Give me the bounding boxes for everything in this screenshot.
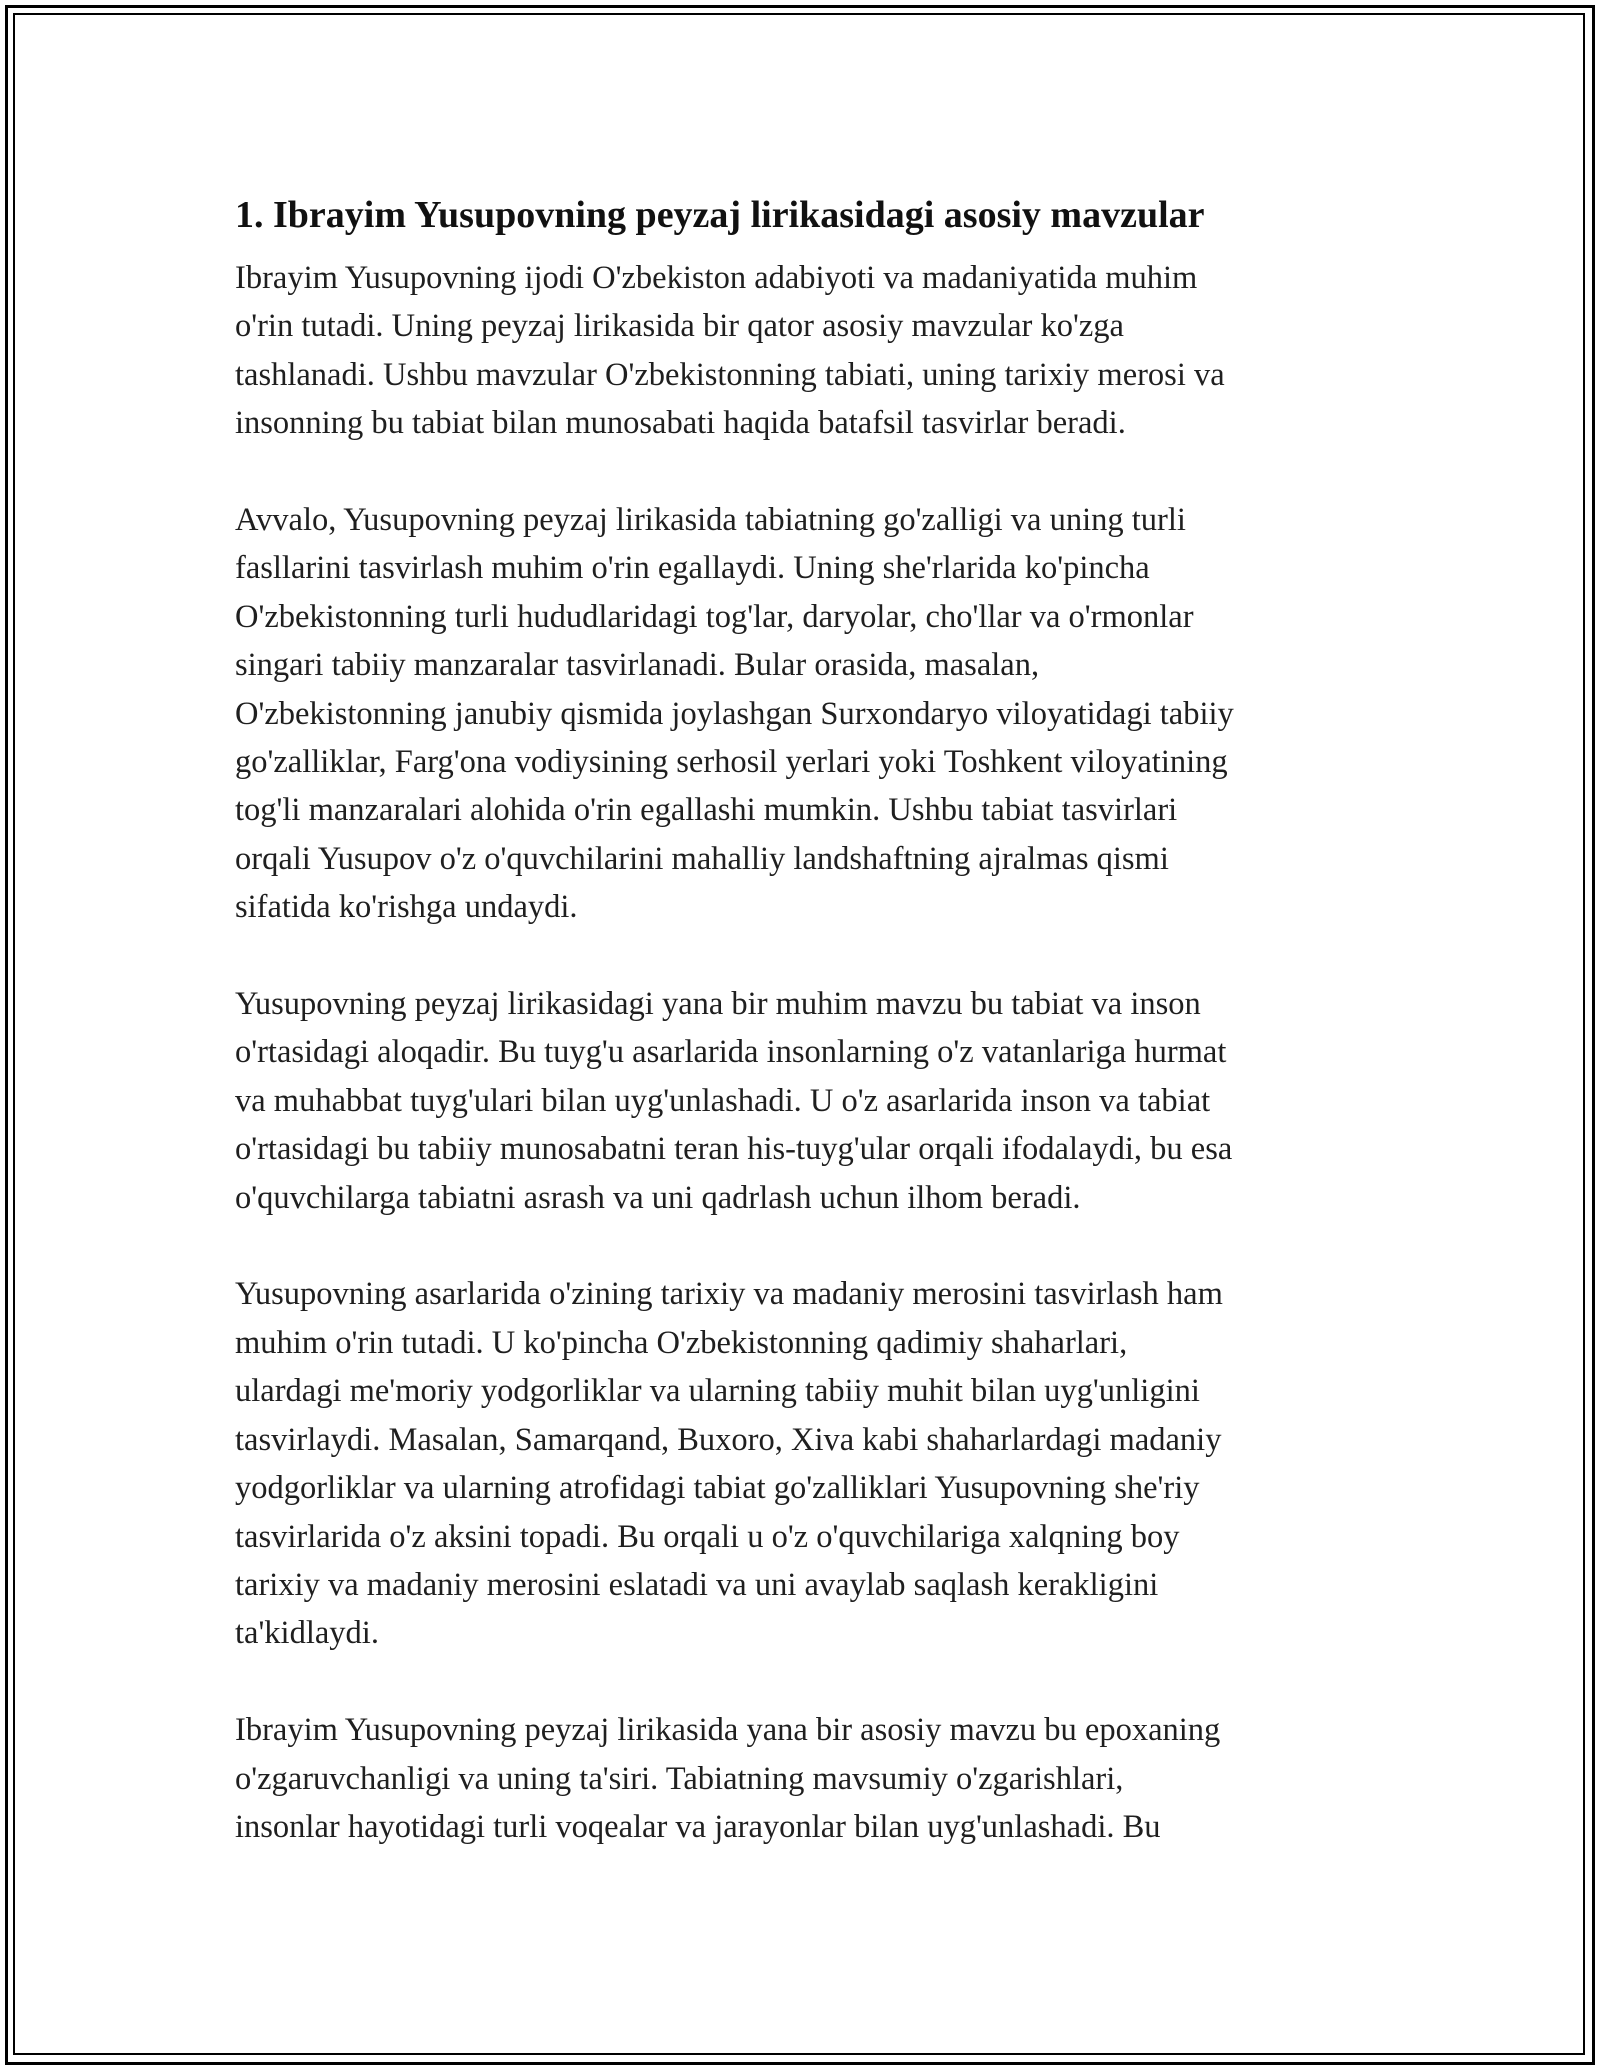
text-line: Yusupovning asarlarida o'zining tarixiy va madaniy merosini tasvirlash ham — [235, 1276, 1223, 1313]
text-line: Avvalo, Yusupovning peyzaj lirikasida tabiatning go'zalligi va uning turli — [235, 502, 1186, 539]
document-body — [235, 188, 1380, 1900]
text-line: fasllarini tasvirlash muhim o'rin egallaydi. Uning she'rlarida ko'pincha — [235, 550, 1150, 587]
text-line: ta'kidlaydi. — [235, 1615, 379, 1652]
text-line: tarixiy va madaniy merosini eslatadi va uni avaylab saqlash kerakligini — [235, 1566, 1159, 1603]
text-line: o'rin tutadi. Uning peyzaj lirikasida bir qator asosiy mavzular ko'zga — [235, 308, 1124, 345]
text-line: tashlanadi. Ushbu mavzular O'zbekistonning tabiati, uning tarixiy merosi va — [235, 356, 1225, 393]
text-line: O'zbekistonning turli hududlaridagi tog'lar, daryolar, cho'llar va o'rmonlar — [235, 598, 1194, 635]
text-line: ulardagi me'moriy yodgorliklar va ularning tabiiy muhit bilan uyg'unligini — [235, 1373, 1200, 1410]
text-line: muhim o'rin tutadi. U ko'pincha O'zbekistonning qadimiy shaharlari, — [235, 1324, 1128, 1361]
text-line: O'zbekistonning janubiy qismida joylashgan Surxondaryo viloyatidagi tabiiy — [235, 695, 1234, 732]
text-line: yodgorliklar va ularning atrofidagi tabiat go'zalliklari Yusupovning she'riy — [235, 1470, 1200, 1507]
text-line: go'zalliklar, Farg'ona vodiysining serhosil yerlari yoki Toshkent viloyatining — [235, 744, 1228, 781]
text-line: sifatida ko'rishga undaydi. — [235, 889, 578, 926]
text-line: o'rtasidagi aloqadir. Bu tuyg'u asarlarida insonlarning o'z vatanlariga hurmat — [235, 1034, 1227, 1071]
paragraph-5 — [235, 1706, 1380, 1851]
text-line: singari tabiiy manzaralar tasvirlanadi. Bular orasida, masalan, — [235, 647, 1040, 684]
paragraph-3 — [235, 980, 1380, 1222]
paragraph-4 — [235, 1270, 1380, 1657]
text-line: o'zgaruvchanligi va uning ta'siri. Tabiatning mavsumiy o'zgarishlari, — [235, 1760, 1124, 1797]
paragraph-2 — [235, 496, 1380, 932]
text-line: insonlar hayotidagi turli voqealar va jarayonlar bilan uyg'unlashadi. Bu — [235, 1808, 1161, 1845]
text-line: orqali Yusupov o'z o'quvchilarini mahalliy landshaftning ajralmas qismi — [235, 840, 1169, 877]
paragraph-1 — [235, 254, 1380, 448]
text-line: o'rtasidagi bu tabiiy munosabatni teran his-tuyg'ular orqali ifodalaydi, bu esa — [235, 1131, 1233, 1168]
text-line: o'quvchilarga tabiatni asrash va uni qadrlash uchun ilhom beradi. — [235, 1179, 1081, 1216]
text-line: Yusupovning peyzaj lirikasidagi yana bir muhim mavzu bu tabiat va inson — [235, 986, 1201, 1023]
section-heading: 1. Ibrayim Yusupovning peyzaj lirikasidagi asosiy mavzular — [235, 194, 1205, 236]
text-line: insonning bu tabiat bilan munosabati haqida batafsil tasvirlar beradi. — [235, 405, 1126, 442]
text-line: tog'li manzaralari alohida o'rin egallashi mumkin. Ushbu tabiat tasvirlari — [235, 792, 1178, 829]
text-line: va muhabbat tuyg'ulari bilan uyg'unlashadi. U o'z asarlarida inson va tabiat — [235, 1082, 1211, 1119]
text-line: Ibrayim Yusupovning ijodi O'zbekiston adabiyoti va madaniyatida muhim — [235, 260, 1198, 296]
text-line: tasvirlarida o'z aksini topadi. Bu orqali u o'z o'quvchilariga xalqning boy — [235, 1518, 1180, 1555]
text-line: tasvirlaydi. Masalan, Samarqand, Buxoro, Xiva kabi shaharlardagi madaniy — [235, 1421, 1222, 1458]
text-line: Ibrayim Yusupovning peyzaj lirikasida yana bir asosiy mavzu bu epoxaning — [235, 1712, 1221, 1749]
